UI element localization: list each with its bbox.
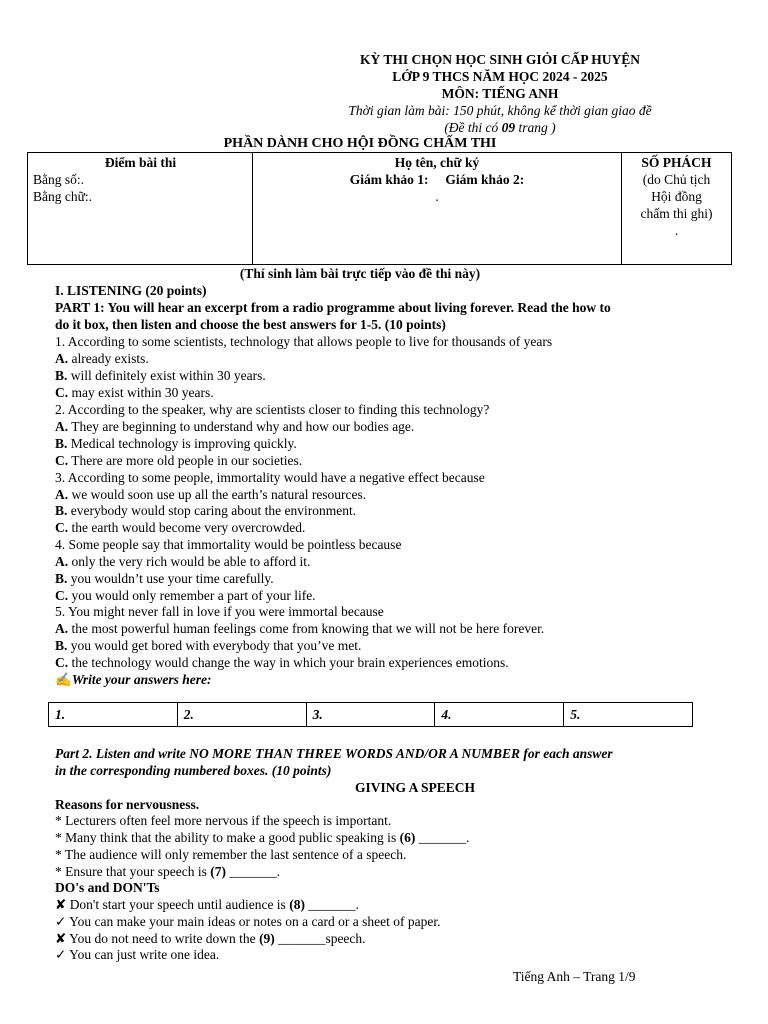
code-cell <box>622 153 732 265</box>
question-1: 1. According to some scientists, technology that allows people to live for thousands of years <box>55 334 553 349</box>
dont-item-2: ✘ You do not need to write down the (9) _______speech. <box>55 931 366 946</box>
examiner-dot: . <box>435 189 439 204</box>
page-footer: Tiếng Anh – Trang 1/9 <box>513 969 636 984</box>
grading-panel-title: PHẦN DÀNH CHO HỘI ĐỒNG CHẤM THI <box>223 136 497 151</box>
q4-option-a: A. only the very rich would be able to afford it. <box>55 554 311 569</box>
question-5: 5. You might never fall in love if you were immortal because <box>55 604 384 619</box>
q2-option-c: C. There are more old people in our societies. <box>55 453 303 468</box>
reasons-heading: Reasons for nervousness. <box>55 797 200 812</box>
part1-answer-table <box>48 702 693 727</box>
direct-answer-note: (Thí sinh làm bài trực tiếp vào đề thi này) <box>239 266 481 281</box>
code-note-1: (do Chủ tịch <box>642 172 711 187</box>
score-in-numbers: Bằng số:. <box>33 172 85 187</box>
check-icon: ✓ <box>55 947 67 962</box>
q3-option-c: C. the earth would become very overcrowded. <box>55 520 306 535</box>
part1-instruction-2: do it box, then listen and choose the best answers for 1-5. (10 points) <box>55 317 446 332</box>
q5-option-a: A. the most powerful human feelings come from knowing that we will not be here forever. <box>55 621 545 636</box>
do-item-1: ✓ You can make your main ideas or notes on a card or a sheet of paper. <box>55 914 441 929</box>
code-dot: . <box>674 223 679 238</box>
part1-instruction-1: PART 1: You will hear an excerpt from a radio programme about living forever. Read the how to <box>55 300 611 315</box>
answer-box-5[interactable]: 5. <box>564 703 693 727</box>
exam-page-count: (Đề thi có 09 trang ) <box>444 120 556 135</box>
q3-option-a: A. we would soon use up all the earth’s natural resources. <box>55 487 367 502</box>
exam-duration: Thời gian làm bài: 150 phút, không kể thời gian giao đề <box>348 103 652 118</box>
code-note-2: Hội đồng <box>651 189 702 204</box>
question-2: 2. According to the speaker, why are scientists closer to finding this technology? <box>55 402 490 417</box>
score-in-words: Bằng chữ:. <box>33 189 93 204</box>
cross-icon: ✘ <box>55 897 67 912</box>
dont-item-1: ✘ Don't start your speech until audience is (8) _______. <box>55 897 359 912</box>
part2-instruction-2: in the corresponding numbered boxes. (10 points) <box>55 763 332 778</box>
examiner-cell <box>253 153 622 265</box>
q1-option-c: C. may exist within 30 years. <box>55 385 214 400</box>
q1-option-a: A. already exists. <box>55 351 149 366</box>
answer-box-1[interactable]: 1. <box>49 703 178 727</box>
q2-option-a: A. They are beginning to understand why and how our bodies age. <box>55 419 415 434</box>
exam-title-line1: KỲ THI CHỌN HỌC SINH GIỎI CẤP HUYỆN <box>360 52 640 67</box>
q2-option-b: B. Medical technology is improving quickly. <box>55 436 297 451</box>
examiner-labels: Giám khảo 1: Giám khảo 2: <box>349 172 525 187</box>
q5-option-c: C. the technology would change the way in which your brain experiences emotions. <box>55 655 509 670</box>
score-cell <box>28 153 253 265</box>
reason-2: * Many think that the ability to make a good public speaking is (6) _______. <box>55 830 470 845</box>
hand-writing-icon: ✍ <box>55 672 72 687</box>
dos-donts-heading: DO's and DON'Ts <box>55 880 160 895</box>
listening-heading: I. LISTENING (20 points) <box>55 283 207 298</box>
code-heading: SỐ PHÁCH <box>641 155 712 170</box>
q4-option-c: C. you would only remember a part of your life. <box>55 588 316 603</box>
grading-table <box>27 152 732 265</box>
exam-title-line2: LỚP 9 THCS NĂM HỌC 2024 - 2025 <box>392 69 608 84</box>
part2-title: GIVING A SPEECH <box>354 780 476 795</box>
write-answers-prompt: ✍Write your answers here: <box>55 672 212 687</box>
question-4: 4. Some people say that immortality would be pointless because <box>55 537 402 552</box>
question-3: 3. According to some people, immortality would have a negative effect because <box>55 470 485 485</box>
examiner-heading: Họ tên, chữ ký <box>394 155 480 170</box>
cross-icon: ✘ <box>55 931 67 946</box>
reason-3: * The audience will only remember the last sentence of a speech. <box>55 847 407 862</box>
q4-option-b: B. you wouldn’t use your time carefully. <box>55 571 274 586</box>
q1-option-b: B. will definitely exist within 30 years. <box>55 368 266 383</box>
answer-box-4[interactable]: 4. <box>435 703 564 727</box>
check-icon: ✓ <box>55 914 67 929</box>
reason-1: * Lecturers often feel more nervous if the speech is important. <box>55 813 392 828</box>
reason-4: * Ensure that your speech is (7) _______. <box>55 864 280 879</box>
answer-box-3[interactable]: 3. <box>306 703 435 727</box>
part2-instruction-1: Part 2. Listen and write NO MORE THAN THREE WORDS AND/OR A NUMBER for each answer <box>55 746 613 761</box>
score-heading: Điểm bài thi <box>104 155 177 170</box>
answer-box-2[interactable]: 2. <box>177 703 306 727</box>
do-item-2: ✓ You can just write one idea. <box>55 947 220 962</box>
q5-option-b: B. you would get bored with everybody that you’ve met. <box>55 638 362 653</box>
exam-subject: MÔN: TIẾNG ANH <box>441 86 559 101</box>
code-note-3: chấm thi ghi) <box>640 206 713 221</box>
q3-option-b: B. everybody would stop caring about the environment. <box>55 503 357 518</box>
